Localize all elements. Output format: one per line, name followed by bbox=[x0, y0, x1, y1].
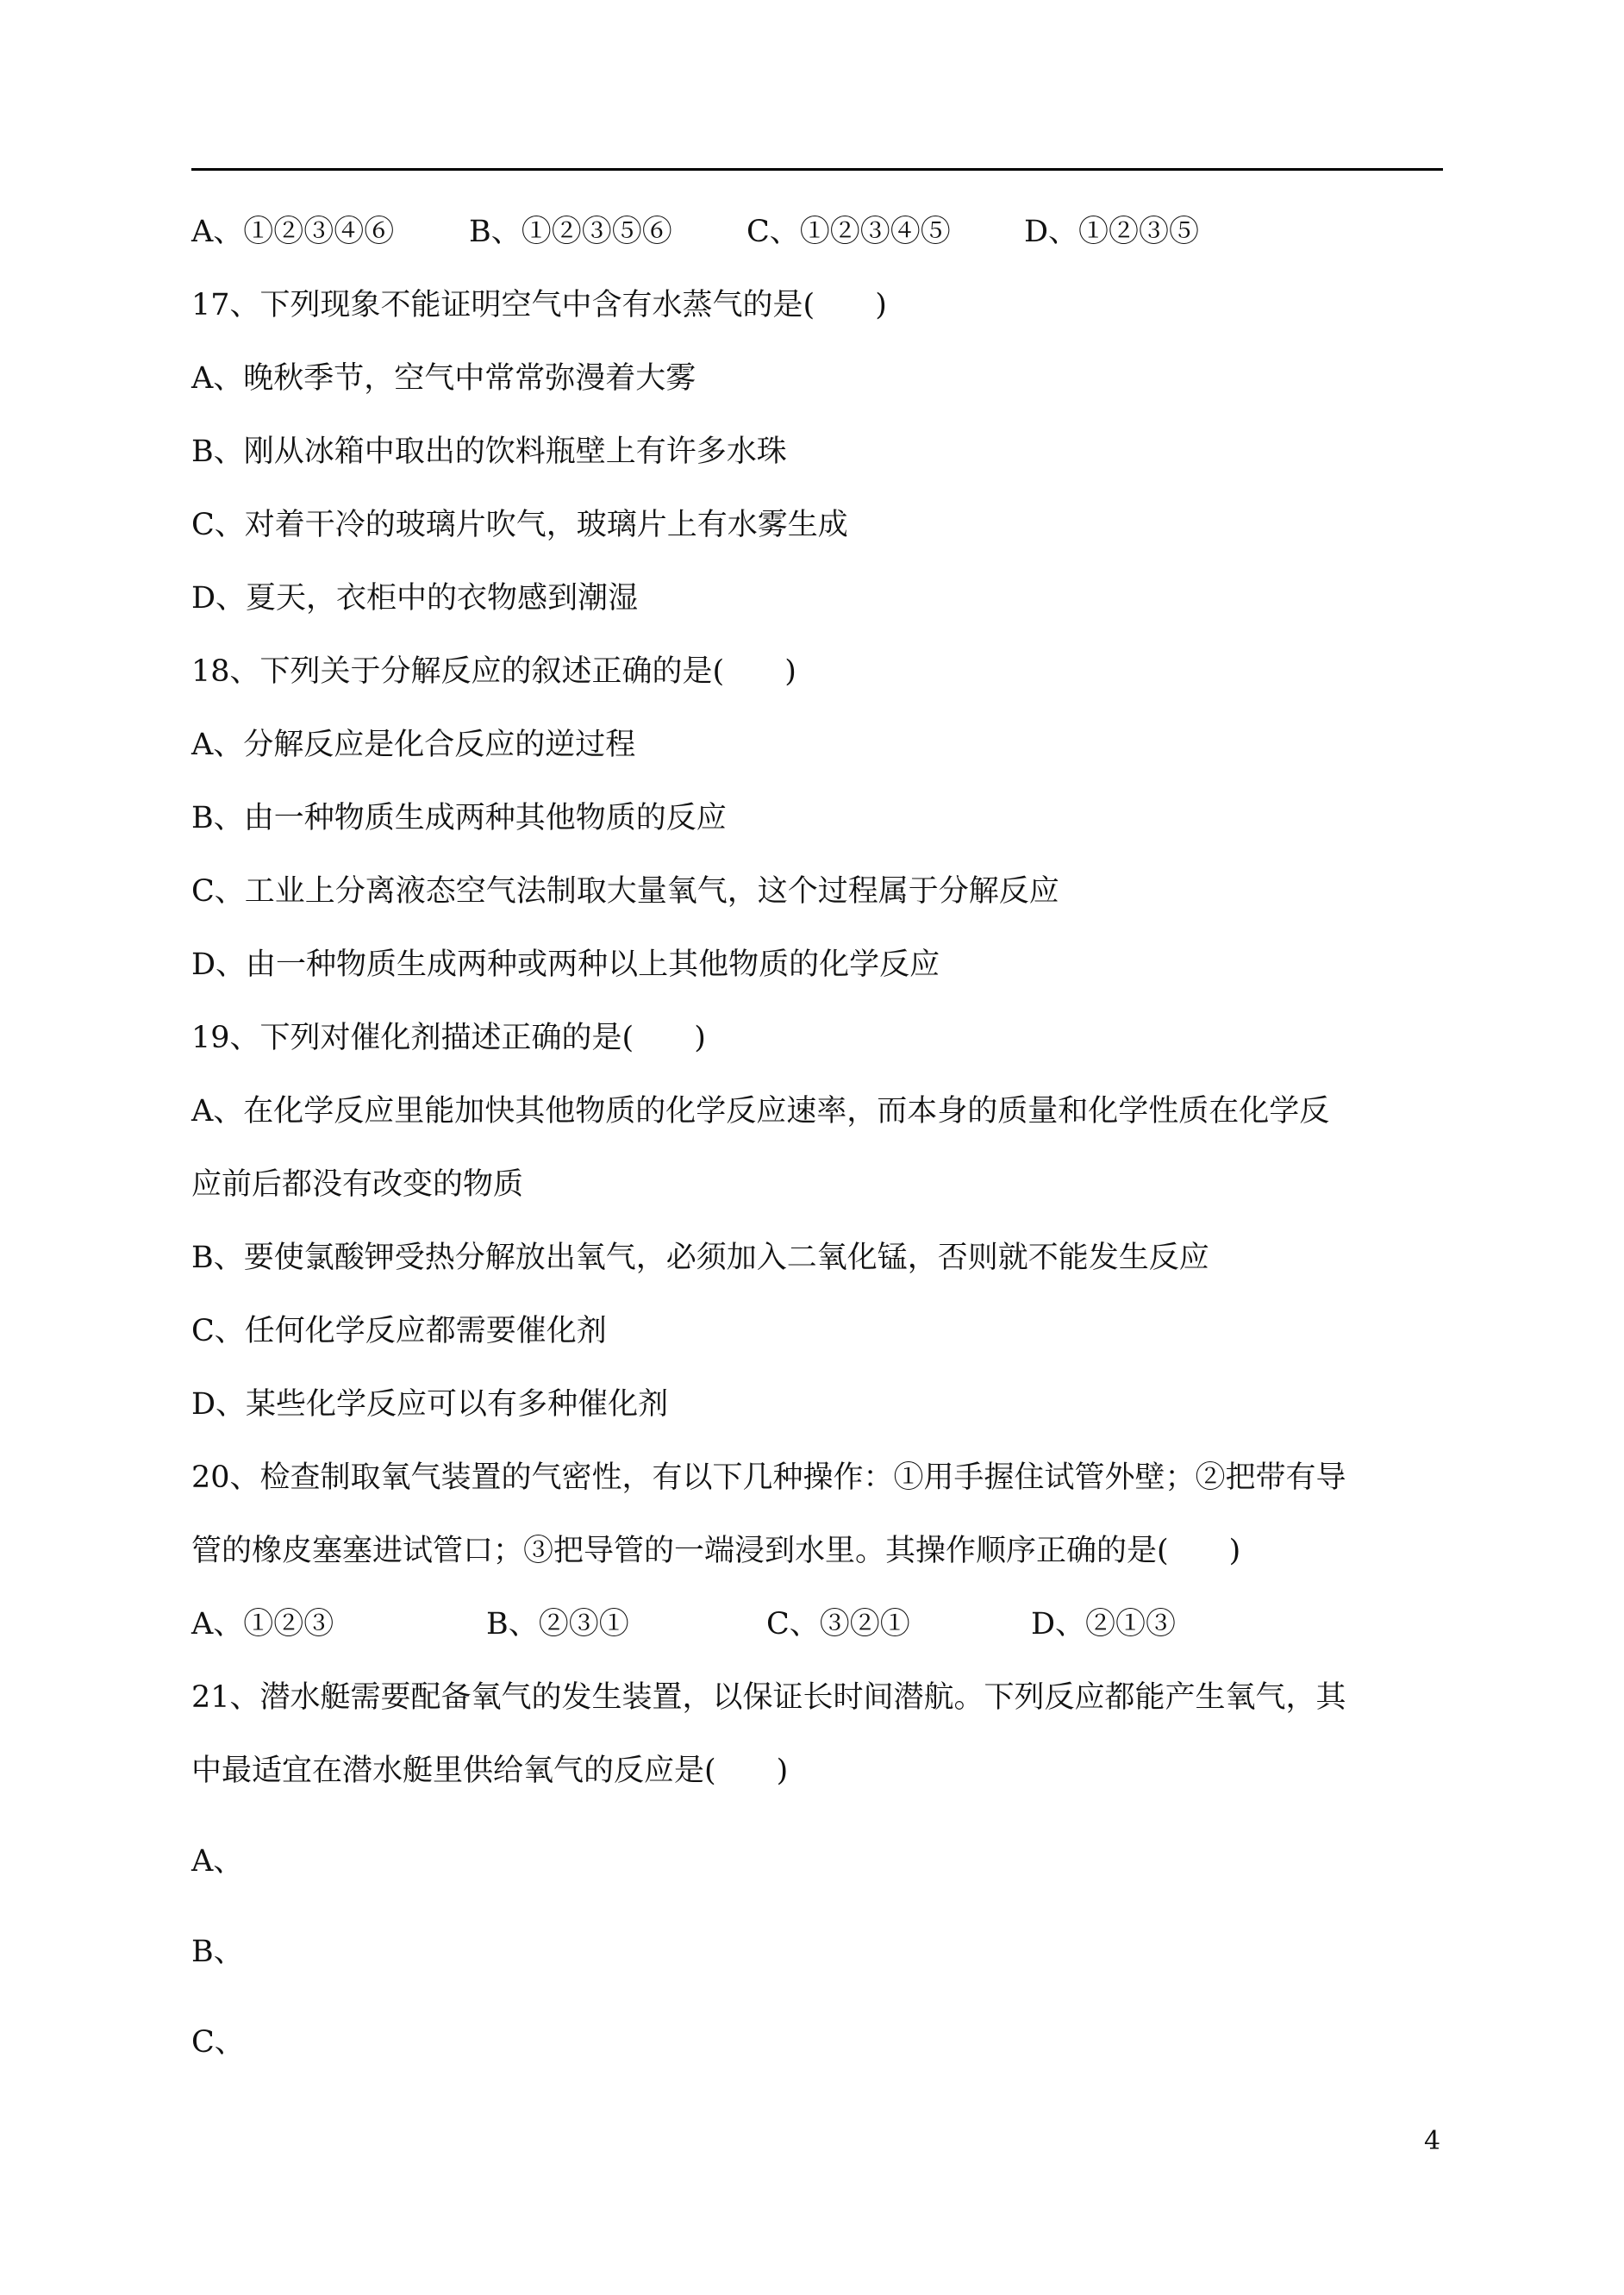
q20-option-a: A、①②③ bbox=[191, 1607, 334, 1642]
page-number: 4 bbox=[1424, 2126, 1441, 2156]
q18-option-d: D、由一种物质生成两种或两种以上其他物质的化学反应 bbox=[191, 947, 940, 982]
q16-options bbox=[191, 213, 1199, 251]
q18-stem: 18、下列关于分解反应的叙述正确的是( ) bbox=[191, 654, 796, 689]
header-rule bbox=[191, 168, 1443, 171]
q17-option-d: D、夏天，衣柜中的衣物感到潮湿 bbox=[191, 581, 639, 616]
q17-stem: 17、下列现象不能证明空气中含有水蒸气的是( ) bbox=[191, 288, 887, 322]
q18-option-b: B、由一种物质生成两种其他物质的反应 bbox=[191, 801, 727, 835]
q21-option-c: C、 bbox=[191, 2025, 245, 2060]
q20-options bbox=[191, 1605, 1176, 1643]
q17-option-a: A、晚秋季节，空气中常常弥漫着大雾 bbox=[191, 361, 696, 396]
q16-option-c: C、①②③④⑤ bbox=[746, 215, 951, 249]
q20-option-b: B、②③① bbox=[486, 1607, 629, 1642]
q19-stem: 19、下列对催化剂描述正确的是( ) bbox=[191, 1021, 706, 1055]
q16-option-b: B、①②③⑤⑥ bbox=[469, 215, 672, 249]
q19-option-d: D、某些化学反应可以有多种催化剂 bbox=[191, 1387, 669, 1422]
q17-option-c: C、对着干冷的玻璃片吹气，玻璃片上有水雾生成 bbox=[191, 508, 848, 542]
q19-option-b: B、要使氯酸钾受热分解放出氧气，必须加入二氧化锰，否则就不能发生反应 bbox=[191, 1241, 1209, 1275]
q17-option-b: B、刚从冰箱中取出的饮料瓶壁上有许多水珠 bbox=[191, 435, 787, 469]
q19-option-c: C、任何化学反应都需要催化剂 bbox=[191, 1314, 607, 1348]
q20-stem-line1: 20、检查制取氧气装置的气密性，有以下几种操作：①用手握住试管外壁；②把带有导 bbox=[191, 1460, 1346, 1495]
q19-option-a-line2: 应前后都没有改变的物质 bbox=[191, 1167, 524, 1202]
q18-option-c: C、工业上分离液态空气法制取大量氧气，这个过程属于分解反应 bbox=[191, 874, 1059, 909]
q21-option-a: A、 bbox=[191, 1844, 244, 1879]
q21-stem-line1: 21、潜水艇需要配备氧气的发生装置，以保证长时间潜航。下列反应都能产生氧气，其 bbox=[191, 1680, 1346, 1715]
q20-option-d: D、②①③ bbox=[1031, 1607, 1177, 1642]
q20-stem-line2: 管的橡皮塞塞进试管口；③把导管的一端浸到水里。其操作顺序正确的是( ) bbox=[191, 1534, 1241, 1568]
q21-option-b: B、 bbox=[191, 1935, 244, 1969]
q18-option-a: A、分解反应是化合反应的逆过程 bbox=[191, 728, 636, 762]
q16-option-d: D、①②③⑤ bbox=[1024, 215, 1200, 249]
q20-option-c: C、③②① bbox=[766, 1607, 910, 1642]
q21-stem-line2: 中最适宜在潜水艇里供给氧气的反应是( ) bbox=[191, 1754, 789, 1788]
q16-option-a: A、①②③④⑥ bbox=[191, 215, 395, 249]
q19-option-a-line1: A、在化学反应里能加快其他物质的化学反应速率，而本身的质量和化学性质在化学反 bbox=[191, 1094, 1330, 1129]
